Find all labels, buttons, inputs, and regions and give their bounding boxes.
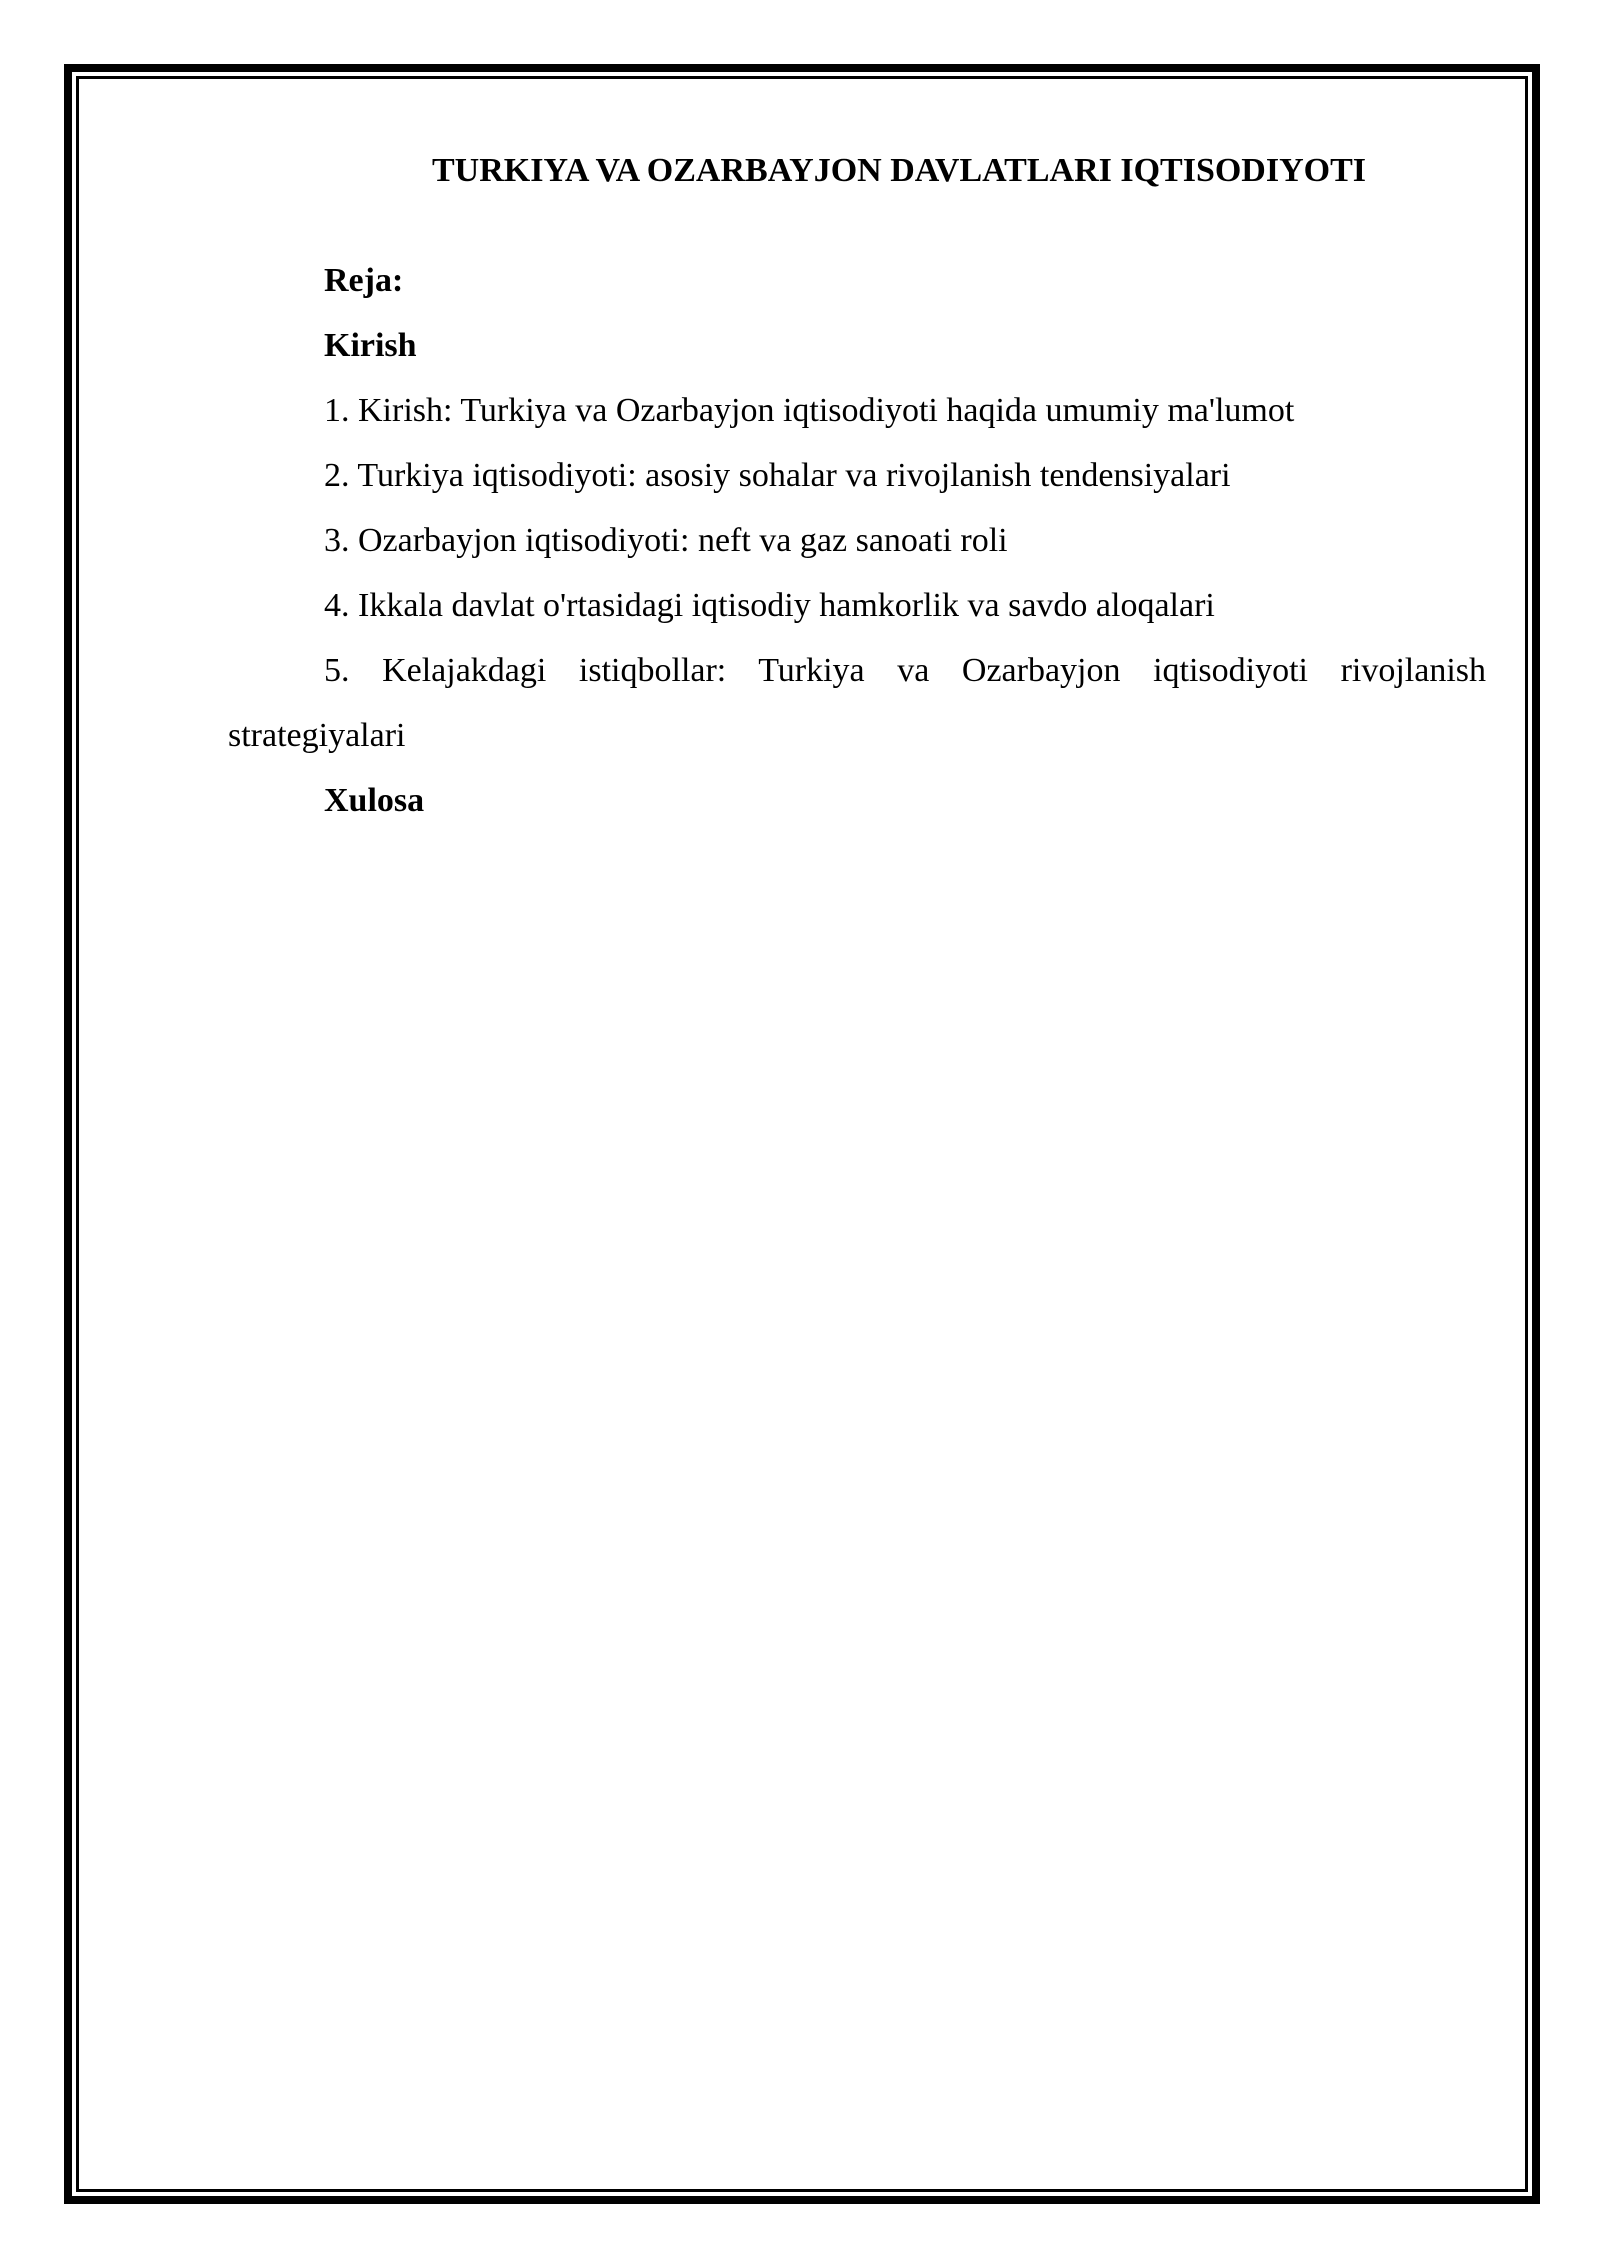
plan-item-5: 5. Kelajakdagi istiqbollar: Turkiya va Ozarbayjon iqtisodiyoti rivojlanish strategiyalari xyxy=(228,652,1486,754)
conclusion-heading: Xulosa xyxy=(324,782,425,819)
plan-item-3: 3. Ozarbayjon iqtisodiyoti: neft va gaz sanoati roli xyxy=(324,522,1008,559)
document-title: TURKIYA VA OZARBAYJON DAVLATLARI IQTISODIYOTI xyxy=(431,152,1367,189)
intro-heading: Kirish xyxy=(324,327,417,364)
document-body xyxy=(228,140,1486,833)
plan-heading: Reja: xyxy=(324,262,404,299)
plan-item-4: 4. Ikkala davlat o'rtasidagi iqtisodiy hamkorlik va savdo aloqalari xyxy=(324,587,1215,624)
plan-item-2: 2. Turkiya iqtisodiyoti: asosiy sohalar va rivojlanish tendensiyalari xyxy=(324,457,1231,494)
plan-item-1: 1. Kirish: Turkiya va Ozarbayjon iqtisodiyoti haqida umumiy ma'lumot xyxy=(324,392,1295,429)
